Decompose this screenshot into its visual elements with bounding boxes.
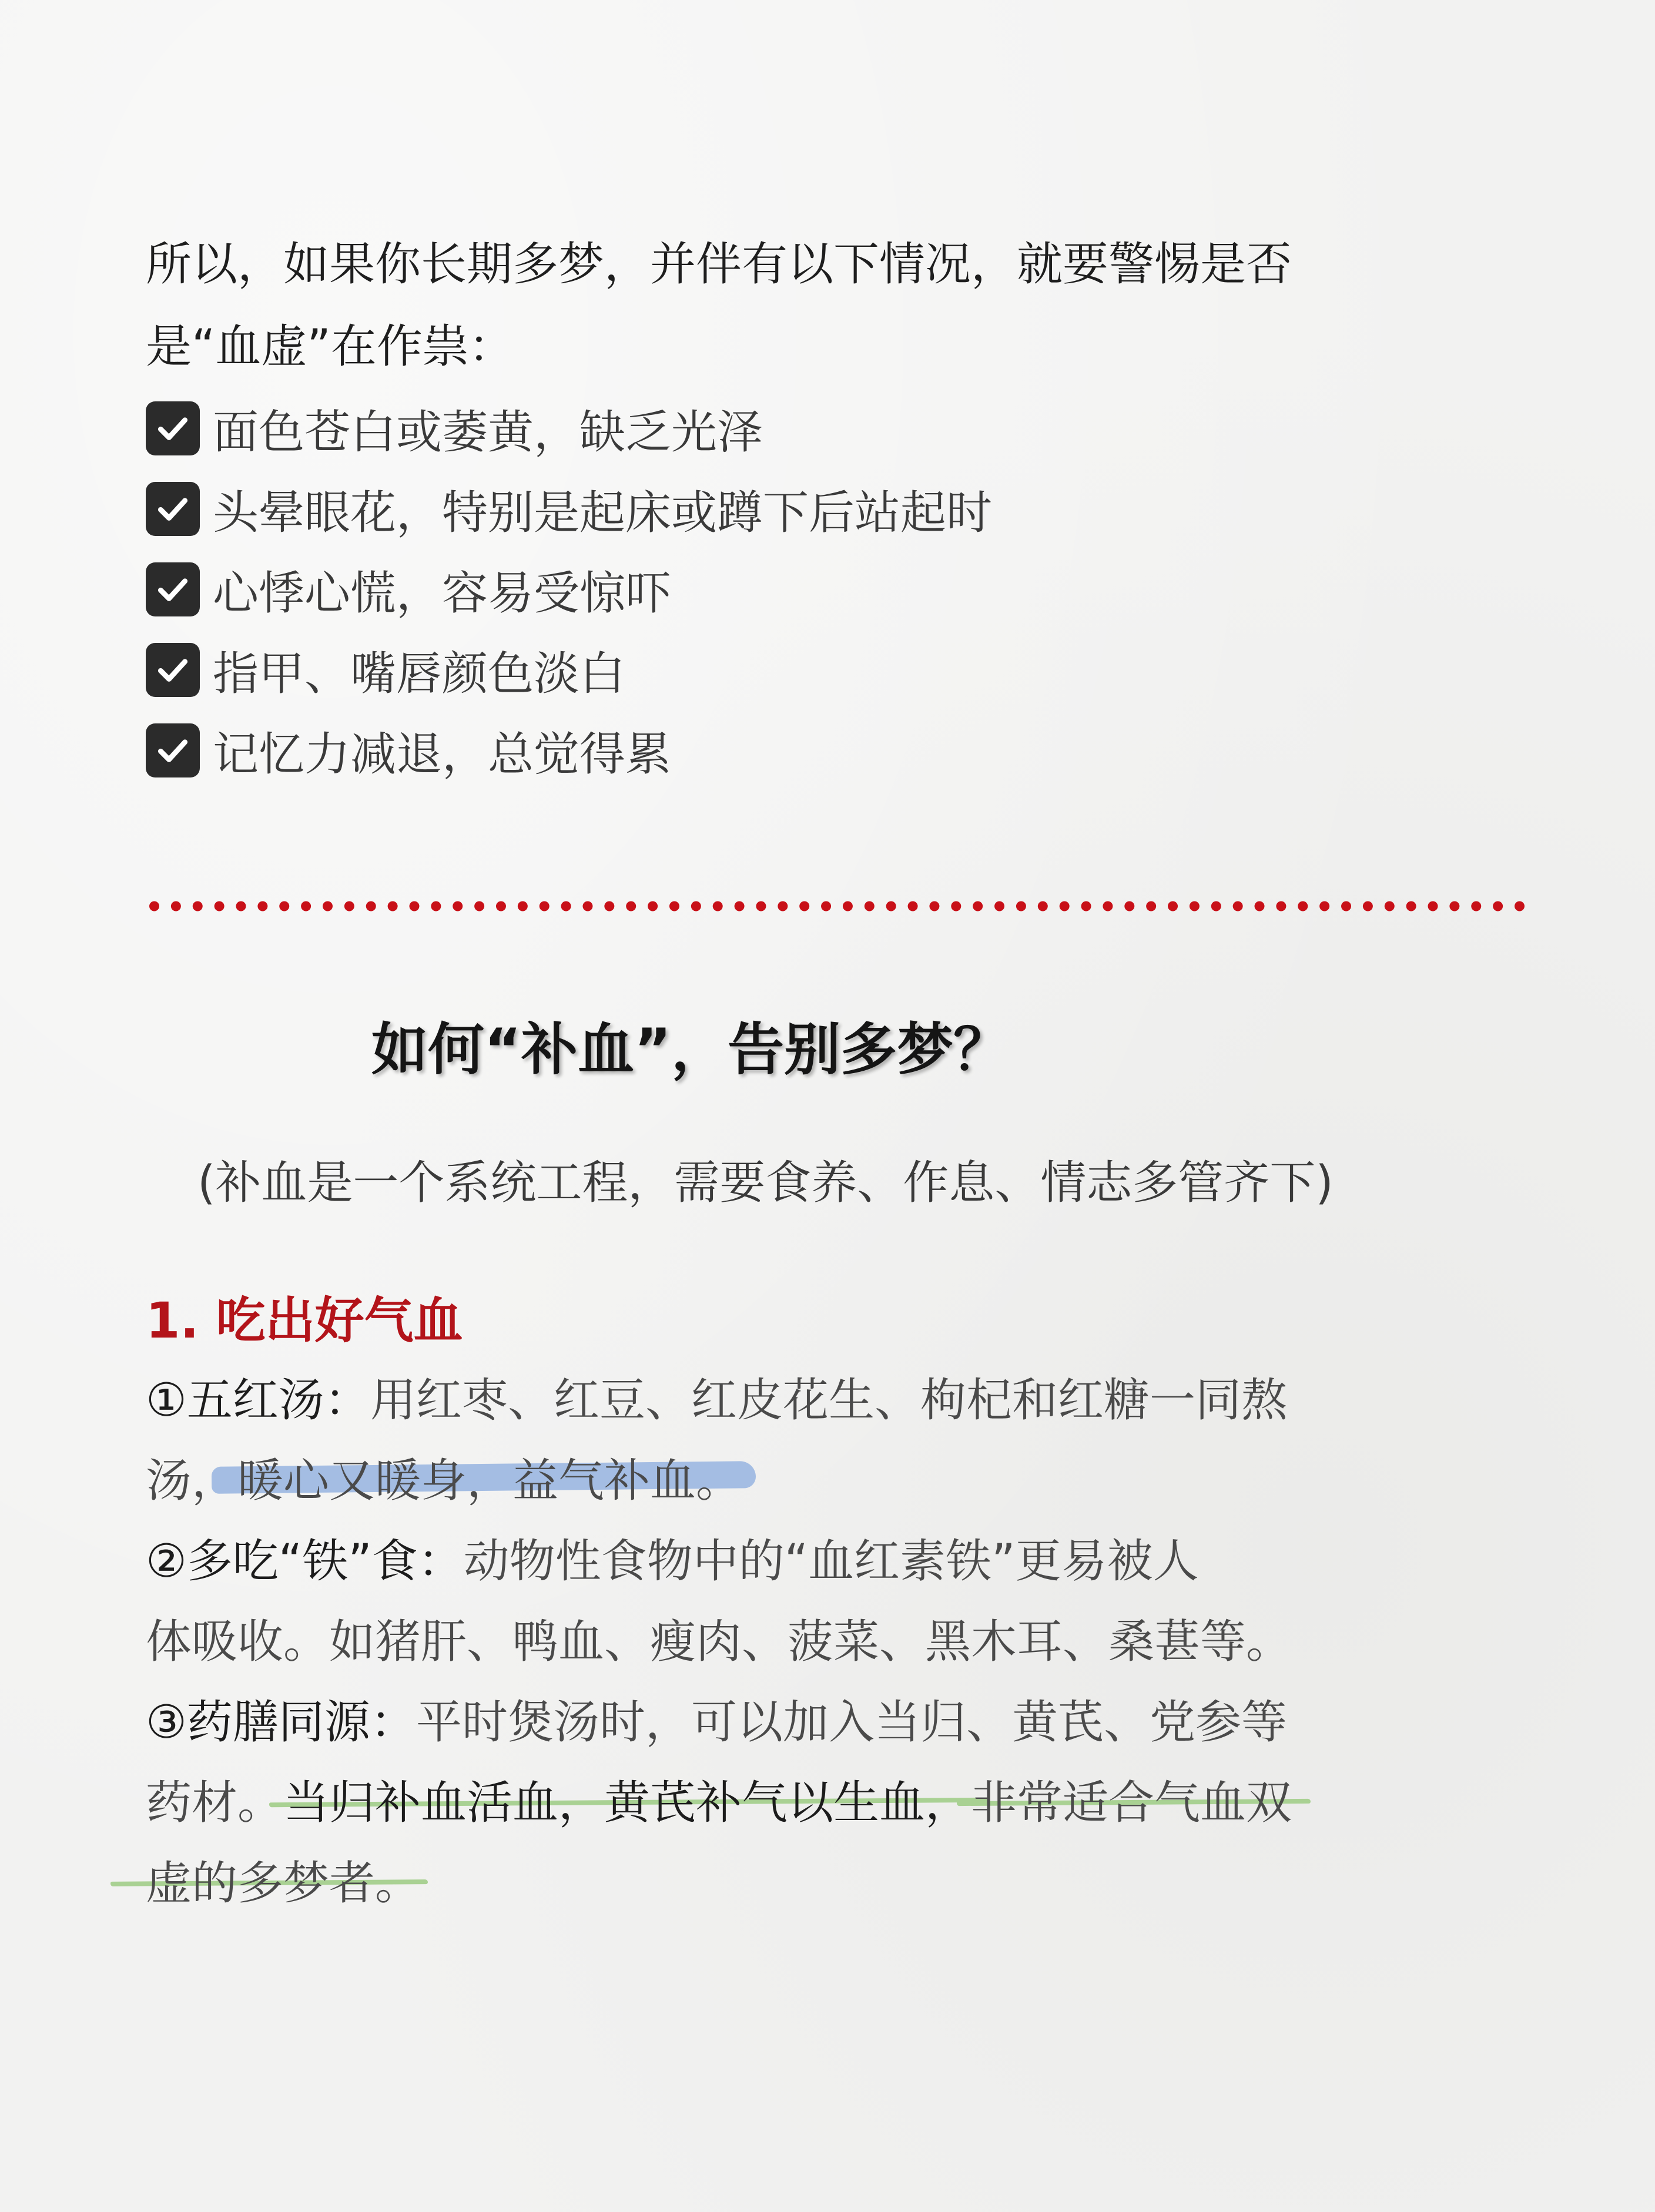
divider-dot — [171, 901, 181, 911]
item1-line-1 — [146, 1360, 1468, 1441]
divider-dot — [1515, 901, 1525, 911]
divider-dot — [648, 901, 658, 911]
item1-text-a: 用红枣、红豆、红皮花生、枸杞和红糖一同熬 — [370, 1374, 1287, 1427]
checklist-item — [146, 388, 992, 468]
divider-dot — [1471, 901, 1481, 911]
checkbox-checked-icon — [146, 401, 200, 455]
divider-dot — [865, 901, 875, 911]
checklist-item-text: 心悸心慌，容易受惊吓 — [213, 567, 672, 620]
divider-dot — [1038, 901, 1048, 911]
divider-dot — [366, 901, 376, 911]
checklist-item — [146, 710, 992, 790]
divider-dot — [1124, 901, 1134, 911]
divider-dot — [886, 901, 896, 911]
checklist-item — [146, 629, 992, 710]
divider-dot — [1081, 901, 1091, 911]
divider-dot — [713, 901, 723, 911]
divider-dot — [1168, 901, 1178, 911]
divider-dot — [323, 901, 333, 911]
divider-dot — [257, 901, 267, 911]
divider-dot — [1406, 901, 1416, 911]
divider-dot — [1233, 901, 1243, 911]
item3-text-a: 平时煲汤时，可以加入当归、黄芪、党参等 — [416, 1696, 1287, 1749]
divider-dot — [474, 901, 484, 911]
divider-dot — [279, 901, 289, 911]
food-advice-body — [146, 1360, 1468, 1924]
item1-highlight: 暖心又暖身，益气补血。 — [237, 1454, 742, 1507]
divider-dot — [1493, 901, 1503, 911]
checkbox-checked-icon — [146, 562, 200, 616]
item3-line-3 — [146, 1844, 1468, 1924]
divider-dot — [1385, 901, 1395, 911]
divider-dot — [951, 901, 961, 911]
sub-heading-food: 1. 吃出好气血 — [146, 1292, 463, 1349]
item1-text-b: 汤， — [146, 1454, 238, 1507]
divider-dot — [1060, 901, 1070, 911]
divider-dot — [691, 901, 701, 911]
section-subtitle: (补血是一个系统工程，需要食养、作息、情志多管齐下) — [197, 1157, 1334, 1209]
divider-dot — [1276, 901, 1286, 911]
divider-dot — [215, 901, 225, 911]
item3-highlight-b: 非常适合气血双 — [971, 1777, 1292, 1829]
item2-text-a: 动物性食物中的“血红素铁”更易被人 — [463, 1535, 1199, 1588]
divider-dot — [756, 901, 766, 911]
divider-dot — [1341, 901, 1351, 911]
checklist-item — [146, 468, 992, 549]
divider-dot — [604, 901, 614, 911]
item3-line-2 — [146, 1763, 1468, 1844]
divider-dot — [561, 901, 571, 911]
divider-dot — [388, 901, 398, 911]
item1-lead: ①五红汤： — [146, 1374, 370, 1427]
divider-dot — [496, 901, 506, 911]
divider-dot — [735, 901, 745, 911]
divider-dot — [301, 901, 311, 911]
divider-dot — [669, 901, 679, 911]
item3-highlight-c: 虚的多梦者。 — [146, 1857, 421, 1910]
symptom-checklist — [146, 388, 992, 790]
item2-lead: ②多吃“铁”食： — [146, 1535, 464, 1588]
divider-dot — [344, 901, 354, 911]
divider-dot — [1449, 901, 1459, 911]
divider-dot — [994, 901, 1004, 911]
divider-dot — [1103, 901, 1113, 911]
divider-dot — [149, 901, 159, 911]
divider-dot — [236, 901, 246, 911]
divider-dot — [821, 901, 831, 911]
divider-dot — [582, 901, 592, 911]
checklist-item — [146, 549, 992, 629]
divider-dot — [973, 901, 983, 911]
divider-dot — [1146, 901, 1156, 911]
item3-text-b: 药材。 — [146, 1777, 284, 1829]
divider-dot — [453, 901, 463, 911]
section-title: 如何“补血”，告别多梦？ — [371, 1017, 1010, 1082]
divider-dot — [1428, 901, 1438, 911]
divider-dot — [799, 901, 809, 911]
checkbox-checked-icon — [146, 723, 200, 777]
item3-highlight-a: 当归补血活血，黄芪补气以生血， — [283, 1777, 971, 1829]
divider-dot — [1211, 901, 1221, 911]
divider-dot — [1255, 901, 1265, 911]
divider-dot — [1319, 901, 1329, 911]
checkbox-checked-icon — [146, 643, 200, 697]
checklist-item-text: 面色苍白或萎黄，缺乏光泽 — [213, 405, 763, 459]
divider-dot — [518, 901, 528, 911]
divider-dot — [1298, 901, 1308, 911]
checklist-item-text: 记忆力减退，总觉得累 — [213, 728, 672, 781]
item3-lead: ③药膳同源： — [146, 1696, 416, 1749]
divider-dot — [540, 901, 550, 911]
checklist-item-text: 指甲、嘴唇颜色淡白 — [213, 647, 626, 701]
divider-dot — [908, 901, 918, 911]
intro-line-2: 是“血虚”在作祟： — [146, 320, 514, 373]
divider-dot — [1016, 901, 1026, 911]
divider-dot — [1363, 901, 1373, 911]
divider-dot — [929, 901, 939, 911]
divider-dot — [193, 901, 203, 911]
checkbox-checked-icon — [146, 482, 200, 536]
divider-dot — [431, 901, 441, 911]
checklist-item-text: 头晕眼花，特别是起床或蹲下后站起时 — [213, 486, 993, 539]
dotted-divider — [149, 899, 1525, 913]
divider-dot — [626, 901, 636, 911]
item2-line-2: 体吸收。如猪肝、鸭血、瘦肉、菠菜、黑木耳、桑葚等。 — [146, 1616, 1292, 1668]
divider-dot — [778, 901, 788, 911]
item1-line-2 — [146, 1441, 1468, 1521]
intro-line-1: 所以，如果你长期多梦，并伴有以下情况，就要警惕是否 — [146, 238, 1292, 291]
divider-dot — [843, 901, 853, 911]
divider-dot — [1190, 901, 1200, 911]
intro-paragraph — [146, 223, 1456, 388]
item2-line-1 — [146, 1521, 1468, 1602]
item3-line-1 — [146, 1683, 1468, 1763]
divider-dot — [409, 901, 419, 911]
